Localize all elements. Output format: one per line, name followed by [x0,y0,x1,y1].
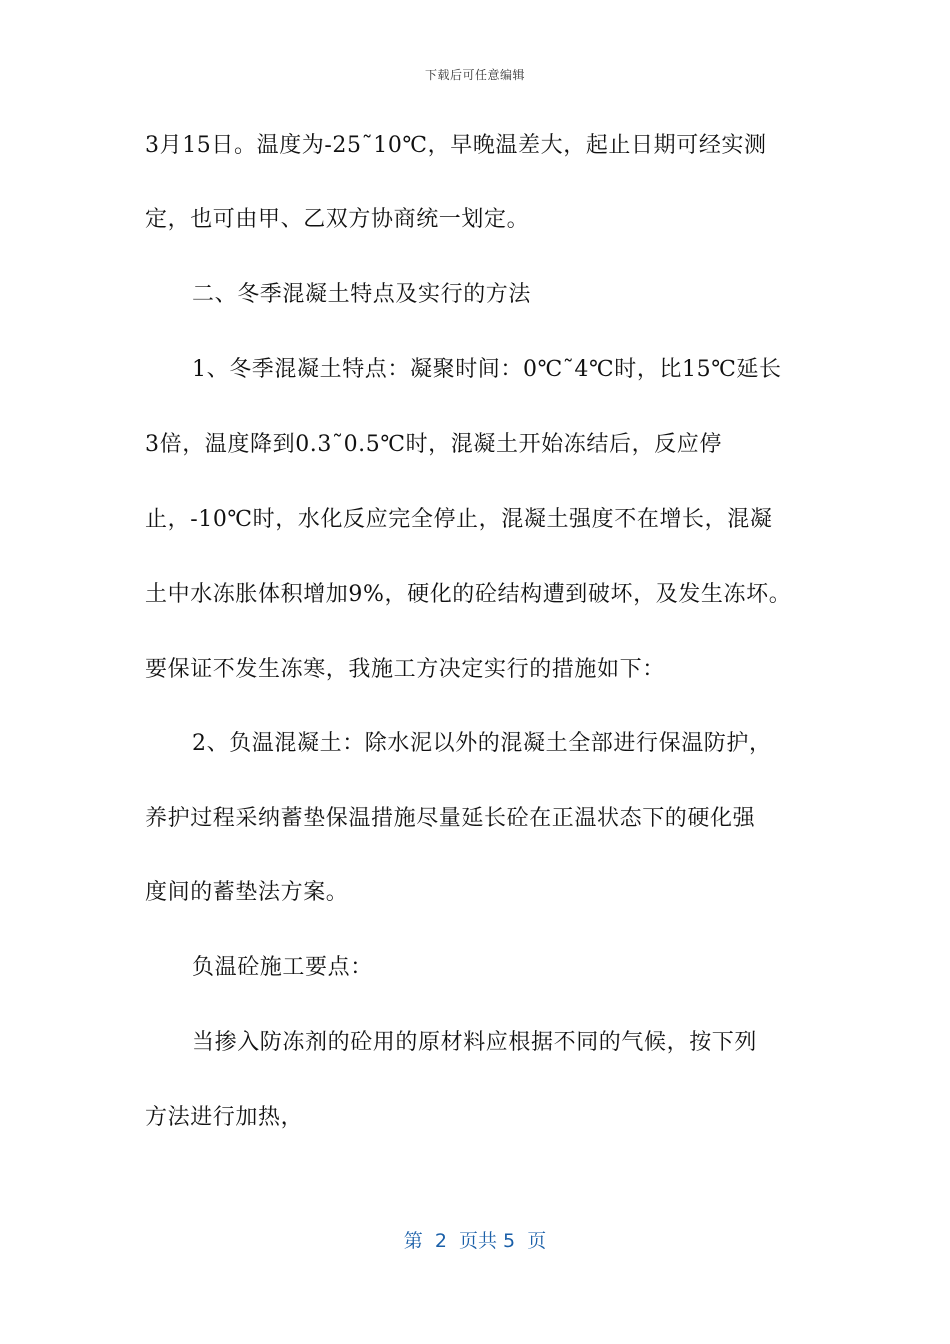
body-line-1: 3月15日。温度为-25˜10℃，早晚温差大，起止日期可经实测 [145,133,767,158]
body-line-10: 养护过程采纳蓄垫保温措施尽量延长砼在正温状态下的硬化强 [145,806,756,831]
body-line-11: 度间的蓄垫法方案。 [145,880,349,905]
body-line-14: 方法进行加热， [145,1105,304,1130]
body-line-7: 土中水冻胀体积增加9%，硬化的砼结构遭到破坏，及发生冻坏。 [145,582,792,607]
body-line-6: 止，-10℃时，水化反应完全停止，混凝土强度不在增长，混凝 [145,507,773,532]
body-line-5: 3倍，温度降到0.3˜0.5℃时，混凝土开始冻结后，反应停 [145,432,722,457]
subheading-negative-temp: 负温砼施工要点： [192,955,373,980]
body-line-13: 当掺入防冻剂的砼用的原材料应根据不同的气候，按下列 [192,1030,758,1055]
page-number-footer: 第 2 页共 5 页 [403,1230,547,1252]
body-line-8: 要保证不发生冻寒，我施工方决定实行的措施如下： [145,657,665,682]
body-line-4: 1、冬季混凝土特点：凝聚时间：0℃˜4℃时，比15℃延长 [192,357,782,382]
body-line-2: 定，也可由甲、乙双方协商统一划定。 [145,207,530,232]
body-line-9: 2、负温混凝土：除水泥以外的混凝土全部进行保温防护， [192,731,772,756]
page-header: 下载后可任意编辑 [424,68,525,82]
section-heading: 二、冬季混凝土特点及实行的方法 [192,282,532,307]
